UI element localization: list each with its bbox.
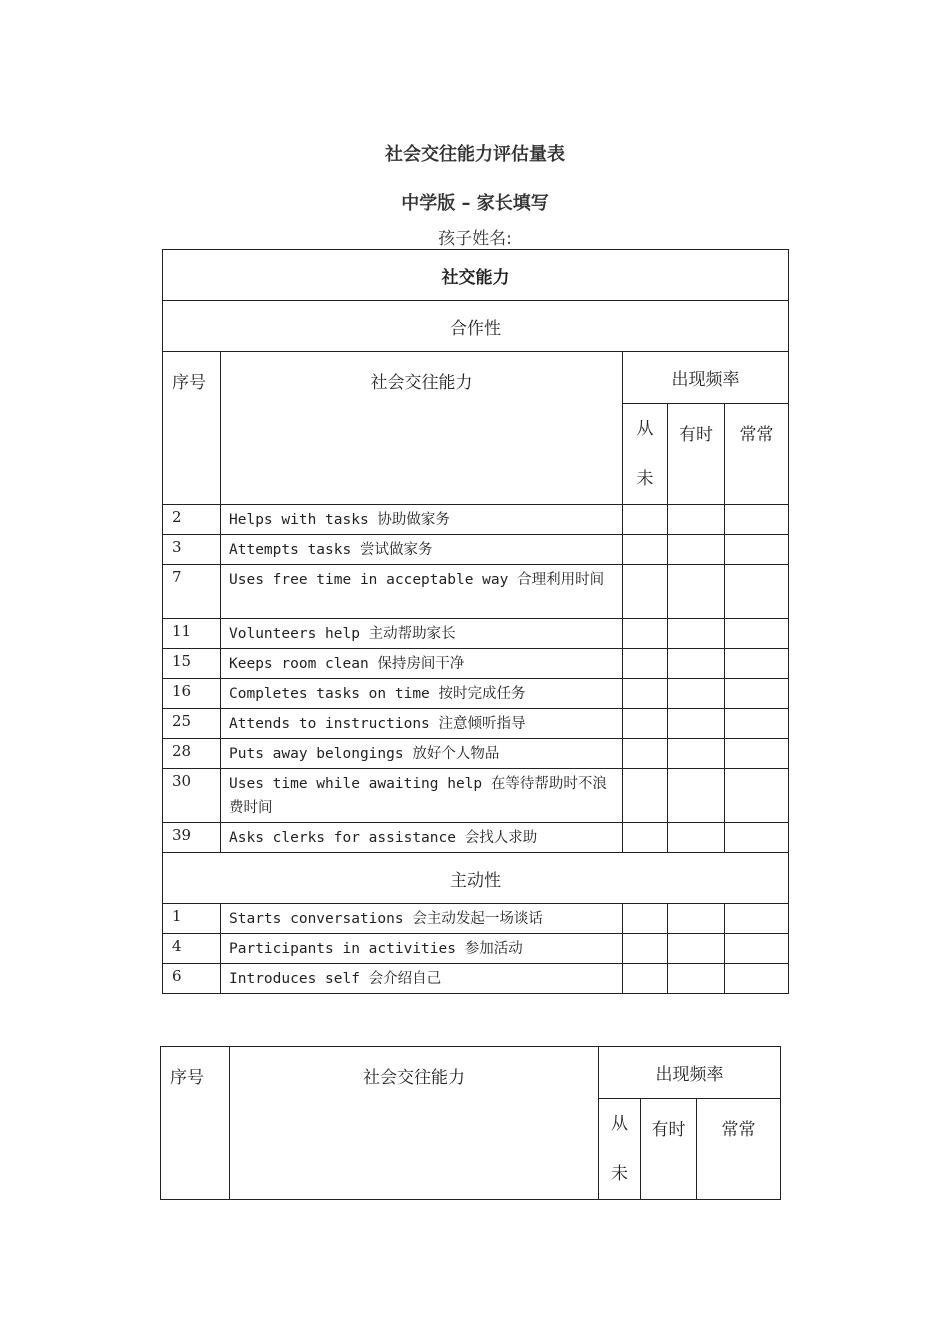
column-header-sometimes: 有时 [668,404,725,505]
item-number: 15 [163,649,221,679]
sometimes-checkbox[interactable] [668,964,725,994]
never-checkbox[interactable] [623,904,668,934]
item-text: Volunteers help 主动帮助家长 [221,619,623,649]
column-header-ability: 社会交往能力 [230,1047,599,1200]
item-number: 11 [163,619,221,649]
item-text: Puts away belongings 放好个人物品 [221,739,623,769]
never-char-1: 从 [611,1114,628,1134]
item-text: Participants in activities 参加活动 [221,934,623,964]
table-row [163,739,789,769]
never-checkbox[interactable] [623,649,668,679]
often-checkbox[interactable] [725,904,789,934]
item-number: 6 [163,964,221,994]
section-title-initiative: 主动性 [163,853,789,904]
never-checkbox[interactable] [623,505,668,535]
column-header-ability: 社会交往能力 [221,352,623,505]
item-text: Asks clerks for assistance 会找人求助 [221,823,623,853]
table-row [163,565,789,619]
item-number: 39 [163,823,221,853]
often-checkbox[interactable] [725,505,789,535]
column-header-never [623,404,668,505]
often-checkbox[interactable] [725,565,789,619]
never-checkbox[interactable] [623,739,668,769]
often-checkbox[interactable] [725,619,789,649]
item-number: 2 [163,505,221,535]
never-checkbox[interactable] [623,535,668,565]
item-number: 7 [163,565,221,619]
often-checkbox[interactable] [725,535,789,565]
sometimes-checkbox[interactable] [668,904,725,934]
often-checkbox[interactable] [725,709,789,739]
often-checkbox[interactable] [725,739,789,769]
sometimes-checkbox[interactable] [668,934,725,964]
column-header-frequency: 出现频率 [599,1047,781,1099]
never-checkbox[interactable] [623,565,668,619]
sometimes-checkbox[interactable] [668,565,725,619]
sometimes-checkbox[interactable] [668,823,725,853]
never-checkbox[interactable] [623,769,668,823]
assessment-table [162,249,789,994]
document-title: 社会交往能力评估量表 [385,144,565,165]
sometimes-checkbox[interactable] [668,709,725,739]
sometimes-checkbox[interactable] [668,649,725,679]
often-checkbox[interactable] [725,964,789,994]
item-text: Starts conversations 会主动发起一场谈话 [221,904,623,934]
never-checkbox[interactable] [623,823,668,853]
item-number: 4 [163,934,221,964]
item-number: 16 [163,679,221,709]
item-text: Uses free time in acceptable way 合理利用时间 [221,565,623,619]
column-header-frequency: 出现频率 [623,352,789,404]
item-text: Uses time while awaiting help 在等待帮助时不浪费时间 [221,769,623,823]
item-number: 25 [163,709,221,739]
often-checkbox[interactable] [725,823,789,853]
sometimes-checkbox[interactable] [668,535,725,565]
column-header-never [599,1099,641,1200]
item-text: Helps with tasks 协助做家务 [221,505,623,535]
sometimes-checkbox[interactable] [668,619,725,649]
often-checkbox[interactable] [725,679,789,709]
item-number: 3 [163,535,221,565]
column-header-index: 序号 [163,352,221,505]
table-row [163,904,789,934]
table-row [163,535,789,565]
item-number: 1 [163,904,221,934]
document-subtitle: 中学版 – 家长填写 [401,193,549,214]
table-row [163,619,789,649]
table-row [163,505,789,535]
table-row [163,934,789,964]
sometimes-checkbox[interactable] [668,769,725,823]
table-row [163,823,789,853]
sometimes-checkbox[interactable] [668,505,725,535]
item-number: 30 [163,769,221,823]
sometimes-checkbox[interactable] [668,739,725,769]
table-row [163,649,789,679]
often-checkbox[interactable] [725,934,789,964]
section-header-social: 社交能力 [163,250,789,301]
never-char-2: 未 [636,469,654,489]
column-header-often: 常常 [725,404,789,505]
never-checkbox[interactable] [623,679,668,709]
table-row [163,964,789,994]
section-title-cooperation: 合作性 [163,301,789,352]
never-checkbox[interactable] [623,964,668,994]
often-checkbox[interactable] [725,769,789,823]
never-checkbox[interactable] [623,709,668,739]
column-header-index: 序号 [161,1047,230,1200]
often-checkbox[interactable] [725,649,789,679]
never-checkbox[interactable] [623,619,668,649]
table-row [163,709,789,739]
column-header-often: 常常 [697,1099,781,1200]
item-text: Attempts tasks 尝试做家务 [221,535,623,565]
table-row [163,769,789,823]
child-name-label: 孩子姓名: [438,229,512,249]
never-checkbox[interactable] [623,934,668,964]
never-char-1: 从 [636,419,654,439]
never-char-2: 未 [611,1164,628,1184]
item-text: Completes tasks on time 按时完成任务 [221,679,623,709]
item-text: Attends to instructions 注意倾听指导 [221,709,623,739]
continuation-header-table [160,1046,781,1200]
item-text: Introduces self 会介绍自己 [221,964,623,994]
table-row [163,679,789,709]
item-text: Keeps room clean 保持房间干净 [221,649,623,679]
column-header-sometimes: 有时 [641,1099,697,1200]
item-number: 28 [163,739,221,769]
sometimes-checkbox[interactable] [668,679,725,709]
